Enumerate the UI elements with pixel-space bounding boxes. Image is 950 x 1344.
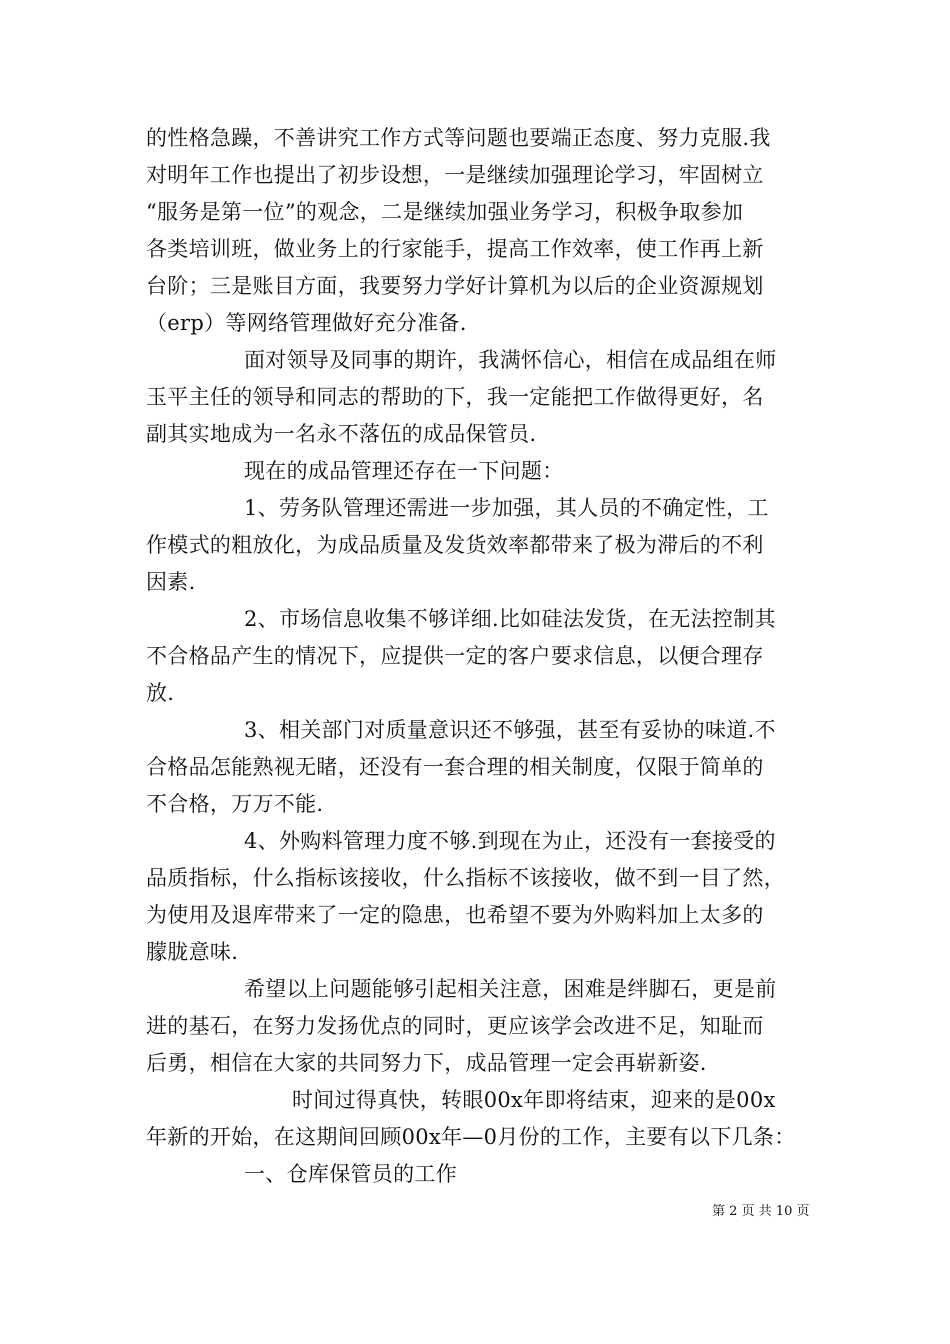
text-line: 不合格品产生的情况下，应提供一定的客户要求信息，以便合理存 (146, 644, 764, 668)
text-line: 面对领导及同事的期许，我满怀信心，相信在成品组在师 (244, 348, 777, 372)
text-line: 玉平主任的领导和同志的帮助的下，我一定能把工作做得更好，名 (146, 385, 764, 409)
text-line: 进的基石，在努力发扬优点的同时，更应该学会改进不足，知耻而 (146, 1014, 764, 1038)
text-line: 台阶；三是账目方面，我要努力学好计算机为以后的企业资源规划 (146, 274, 764, 298)
text-line: 现在的成品管理还存在一下问题： (244, 459, 564, 483)
text-line: 放. (146, 681, 175, 705)
text-line: 4、外购料管理力度不够.到现在为止，还没有一套接受的 (244, 829, 776, 853)
text-line: 的性格急躁，不善讲究工作方式等问题也要端正态度、努力克服.我 (146, 126, 771, 150)
text-line: 合格品怎能熟视无睹，还没有一套合理的相关制度，仅限于简单的 (146, 755, 764, 779)
page-number: 第 2 页 共 10 页 (712, 1204, 810, 1219)
text-line: 品质指标，什么指标该接收，什么指标不该接收，做不到一目了然， (146, 866, 785, 890)
text-line: 一、仓库保管员的工作 (244, 1162, 457, 1186)
text-line: 作模式的粗放化，为成品质量及发货效率都带来了极为滞后的不利 (146, 533, 764, 557)
text-line: 时间过得真快，转眼00x年即将结束，迎来的是00x (292, 1088, 776, 1112)
text-line: 因素. (146, 570, 196, 594)
text-line: 2、市场信息收集不够详细.比如硅法发货，在无法控制其 (244, 607, 776, 631)
text-line: 希望以上问题能够引起相关注意，困难是绊脚石，更是前 (244, 977, 777, 1001)
text-line: 各类培训班，做业务上的行家能手，提高工作效率，使工作再上新 (146, 237, 764, 261)
text-line: 1、劳务队管理还需进一步加强，其人员的不确定性，工 (244, 496, 769, 520)
text-line: 年新的开始，在这期间回顾00x年—0月份的工作，主要有以下几条： (146, 1125, 796, 1149)
text-line: 不合格，万万不能. (146, 792, 324, 816)
text-line: “服务是第一位”的观念，二是继续加强业务学习，积极争取参加 (146, 200, 744, 224)
text-line: 后勇，相信在大家的共同努力下，成品管理一定会再崭新姿. (146, 1051, 707, 1075)
text-line: 朦胧意味. (146, 940, 239, 964)
text-line: 为使用及退库带来了一定的隐患，也希望不要为外购料加上太多的 (146, 903, 764, 927)
text-line: （erp）等网络管理做好充分准备. (146, 311, 467, 335)
text-line: 3、相关部门对质量意识还不够强，甚至有妥协的味道.不 (244, 718, 776, 742)
text-line: 对明年工作也提出了初步设想，一是继续加强理论学习，牢固树立 (146, 163, 764, 187)
text-line: 副其实地成为一名永不落伍的成品保管员. (146, 422, 537, 446)
